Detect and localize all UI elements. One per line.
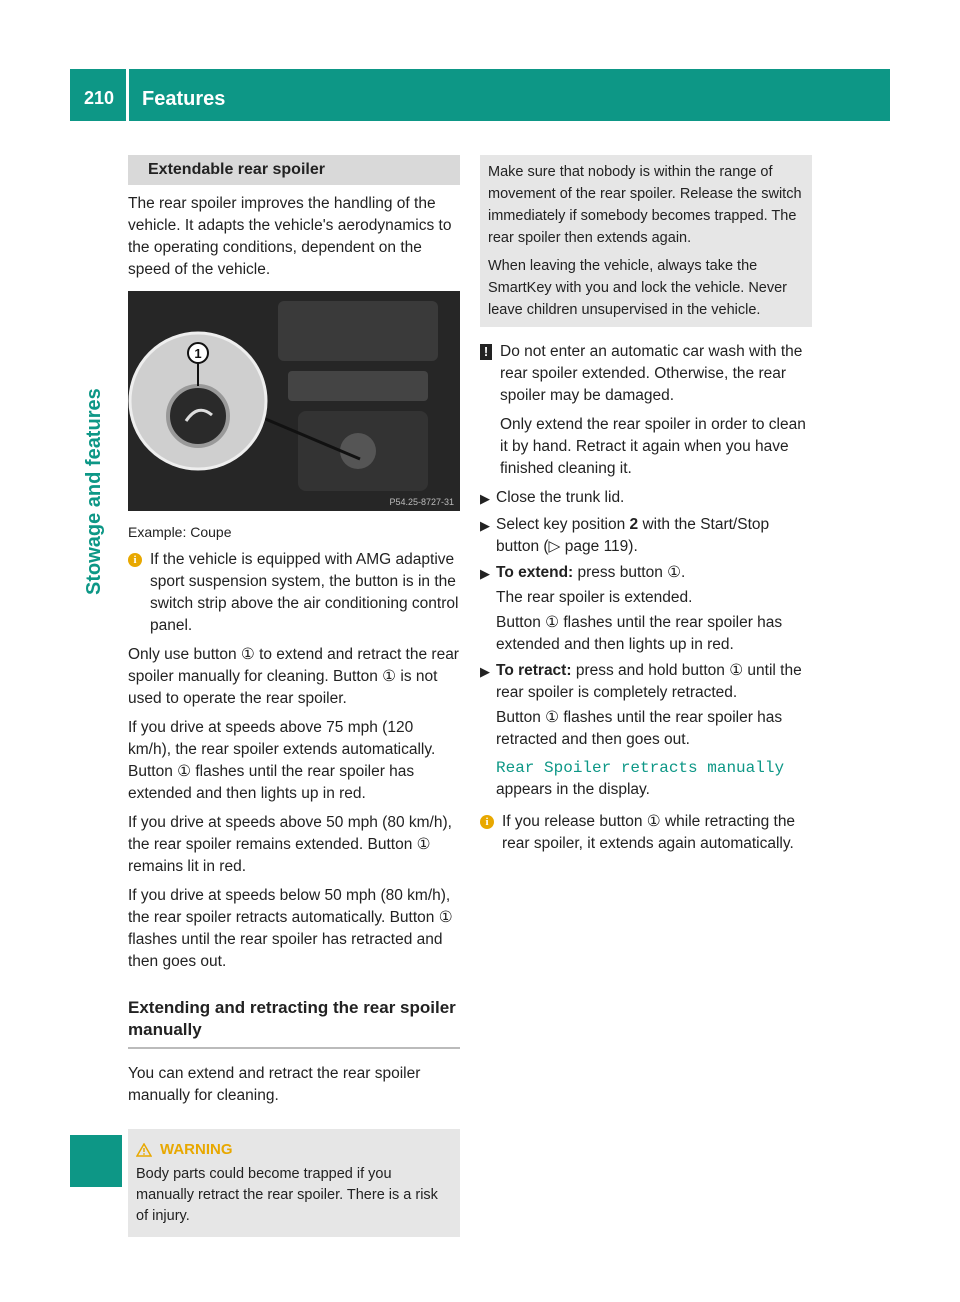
step-retract — [480, 660, 812, 801]
section-heading: Extendable rear spoiler — [128, 155, 460, 185]
figure-code: P54.25-8727-31 — [389, 497, 454, 507]
step-close-trunk — [480, 487, 812, 510]
step-result: The rear spoiler is extended. — [496, 589, 693, 606]
display-message: Rear Spoiler retracts manually — [496, 759, 785, 777]
paragraph-speed-50-below: If you drive at speeds below 50 mph (80 km/h), the rear spoiler retracts automatically. Button ① flashes until the rear spoiler has retracted and then goes out. — [128, 887, 453, 970]
console-illustration — [128, 291, 460, 511]
step-result: Button ① flashes until the rear spoiler has extended and then lights up in red. — [496, 614, 783, 653]
arrow-right-icon: ▶ — [480, 566, 490, 581]
caution-clean-by-hand: Only extend the rear spoiler in order to clean it by hand. Retract it again when you have finished cleaning it. — [500, 416, 806, 477]
note-range-of-movement: Make sure that nobody is within the range of movement of the rear spoiler. Release the switch immediately if somebody becomes trapped. The rear spoiler then extends again. — [488, 164, 802, 246]
step-key-position — [480, 514, 812, 558]
step-label: To retract: — [496, 662, 572, 679]
note-leaving-vehicle: When leaving the vehicle, always take the SmartKey with you and lock the vehicle. Never leave children unsupervised in the vehicle. — [488, 258, 787, 318]
display-suffix: appears in the display. — [496, 781, 650, 798]
left-column — [128, 155, 460, 1237]
figure-callout: 1 — [194, 346, 202, 361]
exclamation-icon: ! — [480, 344, 492, 360]
right-column — [480, 155, 812, 855]
info-note-release — [480, 811, 812, 855]
paragraph-speed-75: If you drive at speeds above 75 mph (120 km/h), the rear spoiler extends automatically. Button ① flashes until the rear spoiler has extended and then lights up in red. — [128, 719, 436, 802]
step-text: with the Start/Stop button (▷ page 119). — [496, 516, 770, 555]
step-result: Button ① flashes until the rear spoiler has retracted and then goes out. — [496, 709, 783, 748]
side-tab-marker — [70, 1135, 122, 1187]
step-text: Close the trunk lid. — [496, 489, 625, 506]
side-tab-label: Stowage and features — [83, 388, 105, 595]
arrow-right-icon: ▶ — [480, 664, 490, 679]
warning-continuation-box — [480, 155, 812, 327]
paragraph-button-use: Only use button ① to extend and retract the rear spoiler manually for cleaning. Button ① is not used to operate the rear spoiler. — [128, 646, 459, 707]
page-number: 210 — [84, 88, 115, 108]
section-title: Features — [142, 88, 226, 110]
figure-caption: Example: Coupe — [128, 524, 232, 540]
arrow-right-icon: ▶ — [480, 518, 490, 533]
caution-note — [480, 341, 812, 487]
warning-box — [128, 1129, 460, 1237]
info-note — [128, 549, 460, 637]
warning-text: Body parts could become trapped if you manually retract the rear spoiler. There is a risk of injury. — [136, 1166, 438, 1224]
step-text: Select key position — [496, 516, 630, 533]
step-label: To extend: — [496, 564, 574, 581]
key-position: 2 — [629, 516, 639, 533]
intro-paragraph: The rear spoiler improves the handling of the vehicle. It adapts the vehicle's aerodynamics to the operating conditions, dependent on the speed of the vehicle. — [128, 195, 452, 278]
step-extend — [480, 562, 812, 656]
arrow-right-icon: ▶ — [480, 491, 490, 506]
info-text: If you release button ① while retracting the rear spoiler, it extends again automatically. — [502, 813, 796, 852]
step-text: press button ①. — [573, 564, 686, 581]
info-icon: i — [480, 815, 494, 829]
step-text: press and hold button ① until the rear spoiler is completely retracted. — [496, 662, 802, 701]
info-text: If the vehicle is equipped with AMG adaptive sport suspension system, the button is in the switch strip above the air conditioning control panel. — [150, 551, 459, 634]
paragraph-speed-50-above: If you drive at speeds above 50 mph (80 km/h), the rear spoiler remains extended. Button ① remains lit in red. — [128, 814, 452, 875]
spoiler-button-photo — [128, 291, 460, 511]
subsection-heading: Extending and retracting the rear spoiler manually — [128, 997, 460, 1049]
warning-triangle-icon — [136, 1143, 152, 1157]
caution-car-wash: Do not enter an automatic car wash with the rear spoiler extended. Otherwise, the rear spoiler may be damaged. — [500, 343, 803, 404]
warning-header — [136, 1139, 452, 1160]
warning-title: WARNING — [160, 1141, 233, 1158]
header-divider — [126, 69, 129, 121]
info-icon: i — [128, 553, 142, 567]
manual-intro: You can extend and retract the rear spoiler manually for cleaning. — [128, 1065, 421, 1104]
